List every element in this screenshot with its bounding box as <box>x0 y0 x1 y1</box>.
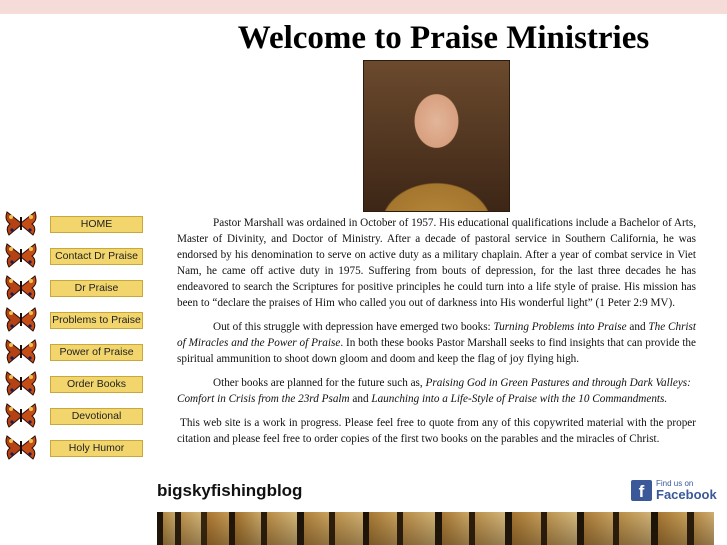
books-text: and <box>626 321 649 333</box>
butterfly-icon <box>4 368 38 398</box>
nav-button-dr-praise[interactable]: Dr Praise <box>50 280 143 297</box>
butterfly-icon <box>4 304 38 334</box>
future-text: Other books are planned for the future such as, <box>213 377 426 389</box>
books-paragraph <box>177 319 696 367</box>
nav-button-contact-dr-praise[interactable]: Contact Dr Praise <box>50 248 143 265</box>
nav-button-home[interactable]: HOME <box>50 216 143 233</box>
butterfly-icon <box>4 208 38 238</box>
nav-row <box>0 272 155 304</box>
future-text: and <box>349 393 372 405</box>
nav-button-power-of-praise[interactable]: Power of Praise <box>50 344 143 361</box>
nav-row <box>0 432 155 464</box>
butterfly-icon <box>4 400 38 430</box>
top-bar <box>0 0 727 14</box>
nav-row <box>0 336 155 368</box>
books-text: . In both these books Pastor Marshall seeks to find insights that can provide the spiritual ammunition to shoot down gloom and doom and keep the flag of joy flying high. <box>177 337 696 365</box>
nav-row <box>0 400 155 432</box>
nav-button-problems-to-praise[interactable]: Problems to Praise <box>50 312 143 329</box>
nav-row <box>0 368 155 400</box>
butterfly-icon <box>4 272 38 302</box>
nav-button-holy-humor[interactable]: Holy Humor <box>50 440 143 457</box>
book-title: Launching into a Life-Style of Praise with the 10 Commandments. <box>371 393 668 405</box>
book-title: Praising God in Green Pastures and through Dark Valleys: Comfort in Crisis from the 23rd Psalm <box>177 377 691 405</box>
nav-button-order-books[interactable]: Order Books <box>50 376 143 393</box>
blog-title[interactable]: bigskyfishingblog <box>157 481 303 500</box>
facebook-icon: f <box>631 480 652 501</box>
butterfly-icon <box>4 432 38 462</box>
future-books-paragraph <box>177 375 696 407</box>
butterfly-icon <box>4 240 38 270</box>
nav-row <box>0 304 155 336</box>
nav-button-devotional[interactable]: Devotional <box>50 408 143 425</box>
butterfly-icon <box>4 336 38 366</box>
book-title: Turning Problems into Praise <box>493 321 627 333</box>
book-title: The Christ of Miracles and the Power of Praise <box>177 321 696 349</box>
bio-paragraph: Pastor Marshall was ordained in October of 1957. His educational qualifications include a Bachelor of Arts, Master of Divinity, and Doctor of Ministry. After a decade of pastoral service in Southern California, he was endorsed by his denomination to serve on active duty as a military chaplain. After a year of combat service in Viet Nam, he came off active duty in 1975. Suffering from bouts of depression, for the last three decades he has endeavored to search the Scriptures for positive principles he could turn into a life style of praise. His mission has been to “declare the praises of Him who called you out of darkness into His wonderful light” (1 Peter 2:9 MV). <box>177 217 696 309</box>
books-text: Out of this struggle with depression have emerged two books: <box>213 321 494 333</box>
facebook-badge[interactable] <box>631 479 717 503</box>
page-title: Welcome to Praise Ministries <box>237 20 650 56</box>
main-content <box>177 215 696 455</box>
blog-banner-image[interactable] <box>157 512 714 545</box>
nav-row <box>0 240 155 272</box>
notice-paragraph: This web site is a work in progress. Please feel free to quote from any of this copywrited material with the proper citation and please feel free to order copies of the first two books on the parables and the miracles of Christ. <box>177 417 696 445</box>
facebook-label: Facebook <box>656 487 717 502</box>
facebook-find-us: Find us on <box>656 479 694 488</box>
nav-row <box>0 208 155 240</box>
pastor-portrait <box>363 60 510 212</box>
